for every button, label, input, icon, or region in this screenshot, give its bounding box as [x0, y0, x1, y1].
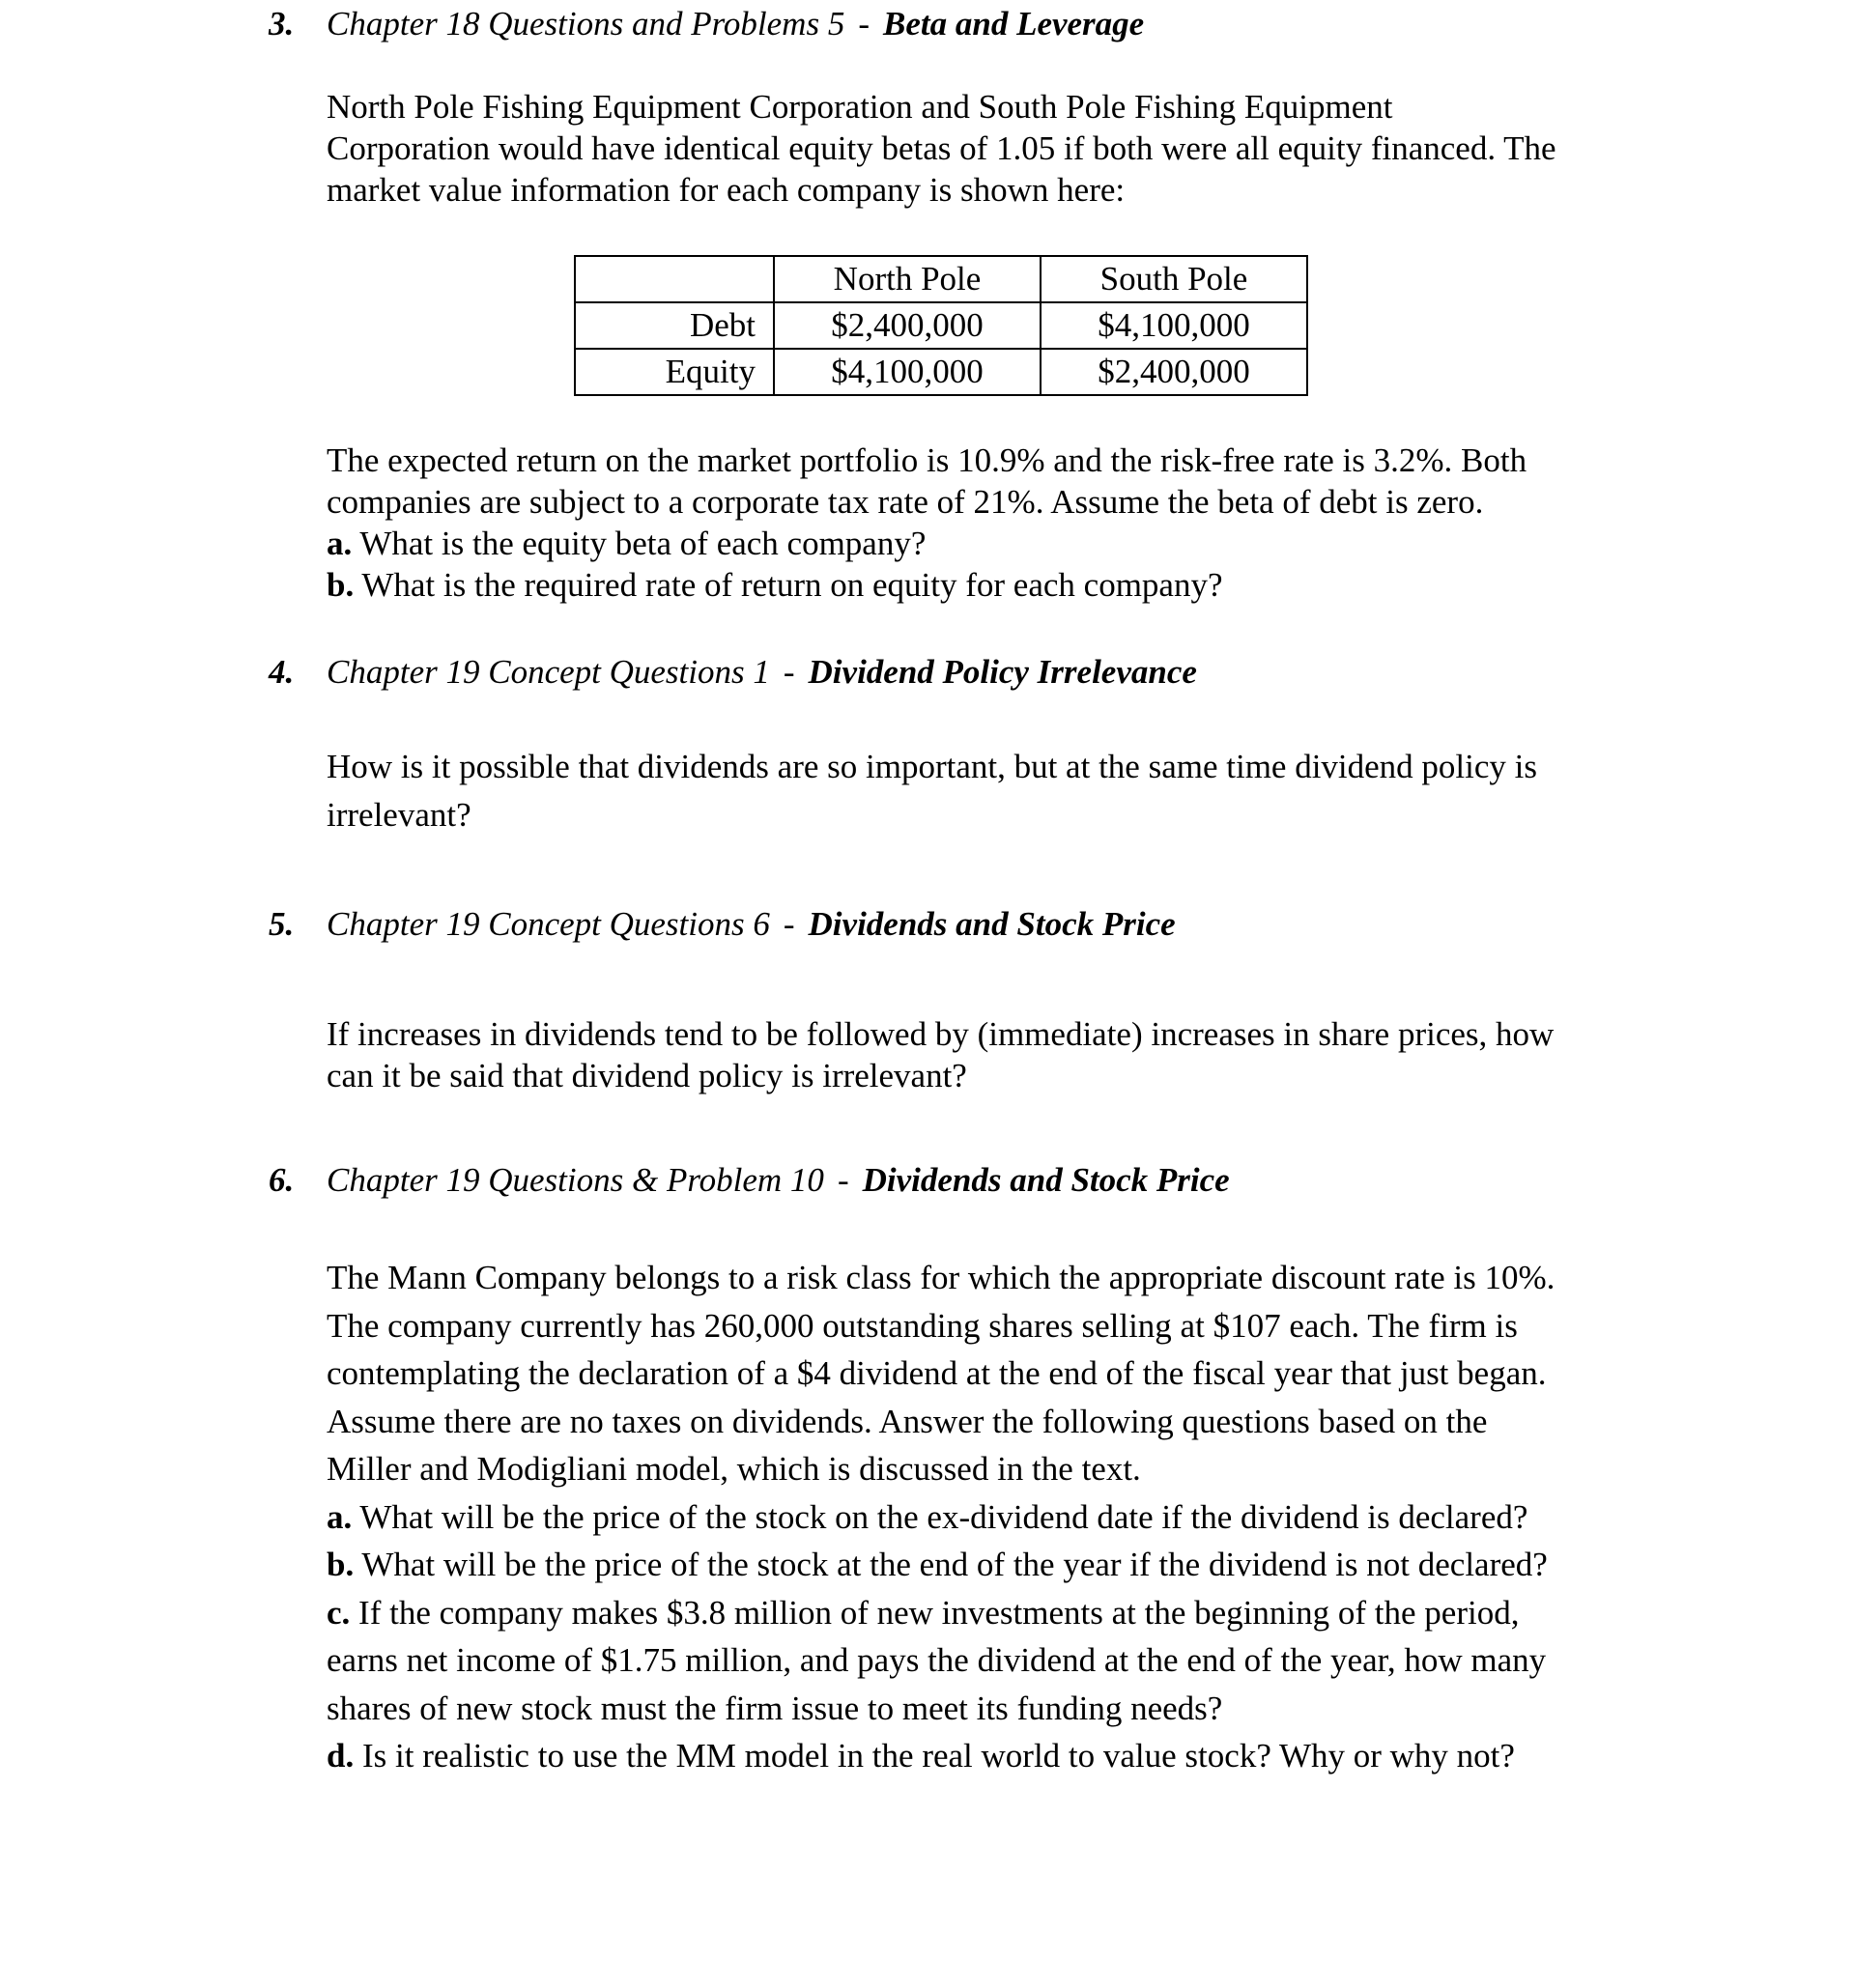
q3-chapter: Chapter 18 Questions and Problems 5	[327, 5, 845, 43]
q5-line1: If increases in dividends tend to be followed by (immediate) increases in share prices, how	[327, 1015, 1555, 1053]
table-header-cell: North Pole	[774, 256, 1041, 302]
q5-line2: can it be said that dividend policy is irrelevant?	[327, 1057, 967, 1094]
q6-number: 6.	[269, 1161, 295, 1199]
q5-title: Dividends and Stock Price	[808, 905, 1176, 943]
q4-number: 4.	[269, 653, 295, 691]
table-row	[575, 302, 1307, 349]
q6-separator: -	[837, 1161, 849, 1199]
q4-line1: How is it possible that dividends are so important, but at the same time dividend policy is	[327, 748, 1538, 785]
q5-chapter: Chapter 19 Concept Questions 6	[327, 905, 770, 943]
q6-part-c-text-line1: If the company makes $3.8 million of new investments at the beginning of the period,	[350, 1593, 1520, 1632]
q6-part-a	[327, 1493, 1641, 1542]
q6-part-b-text: What will be the price of the stock at the end of the year if the dividend is not declared?	[354, 1546, 1548, 1583]
q6-part-c-line3: shares of new stock must the firm issue to meet its funding needs?	[327, 1689, 1223, 1727]
q6-part-d-text: Is it realistic to use the MM model in the real world to value stock? Why or why not?	[354, 1737, 1515, 1775]
table-row	[575, 349, 1307, 395]
q6-line4: Assume there are no taxes on dividends. Answer the following questions based on the	[327, 1402, 1488, 1440]
q6-part-d-label: d.	[327, 1737, 355, 1775]
q3-intro-line2: Corporation would have identical equity betas of 1.05 if both were all equity financed. The	[327, 129, 1556, 167]
q5-number: 5.	[269, 905, 295, 943]
table-row-label: Debt	[575, 302, 774, 349]
q3-intro	[327, 86, 1641, 211]
table-cell-south: $2,400,000	[1041, 349, 1307, 395]
q5-separator: -	[783, 905, 795, 943]
q6-part-d	[327, 1732, 1641, 1780]
q4-chapter: Chapter 19 Concept Questions 1	[327, 653, 770, 691]
table-header-cell	[575, 256, 774, 302]
table-header-cell: South Pole	[1041, 256, 1307, 302]
table-cell-south: $4,100,000	[1041, 302, 1307, 349]
q6-title: Dividends and Stock Price	[862, 1161, 1230, 1199]
q3-separator: -	[858, 5, 870, 43]
q6-chapter: Chapter 19 Questions & Problem 10	[327, 1161, 824, 1199]
q3-body-line2: companies are subject to a corporate tax rate of 21%. Assume the beta of debt is zero.	[327, 483, 1484, 521]
q4-title: Dividend Policy Irrelevance	[808, 653, 1197, 691]
q5-heading	[269, 903, 1176, 946]
q6-heading	[269, 1159, 1230, 1202]
q3-body	[327, 440, 1641, 606]
q4-separator: -	[783, 653, 795, 691]
q5-body	[327, 1013, 1641, 1096]
q6-body	[327, 1254, 1641, 1780]
q3-title: Beta and Leverage	[883, 5, 1145, 43]
q6-line5: Miller and Modigliani model, which is discussed in the text.	[327, 1450, 1141, 1488]
table-cell-north: $4,100,000	[774, 349, 1041, 395]
q3-part-a	[327, 523, 1641, 564]
q3-heading	[269, 3, 1144, 45]
q6-line3: contemplating the declaration of a $4 dividend at the end of the fiscal year that just began.	[327, 1354, 1547, 1392]
q3-part-a-text: What is the equity beta of each company?	[352, 525, 927, 562]
q6-part-b	[327, 1541, 1641, 1589]
q6-part-c-label: c.	[327, 1593, 351, 1632]
q6-part-b-label: b.	[327, 1546, 355, 1583]
q3-part-b	[327, 564, 1641, 606]
table-cell-north: $2,400,000	[774, 302, 1041, 349]
q3-number: 3.	[269, 5, 295, 43]
q6-part-c	[327, 1589, 1641, 1637]
table-row-label: Equity	[575, 349, 774, 395]
q3-part-b-text: What is the required rate of return on equity for each company?	[354, 566, 1223, 604]
q6-line2: The company currently has 260,000 outstanding shares selling at $107 each. The firm is	[327, 1306, 1518, 1345]
q3-body-line1: The expected return on the market portfolio is 10.9% and the risk-free rate is 3.2%. Both	[327, 441, 1527, 479]
q3-intro-line3: market value information for each company is shown here:	[327, 171, 1126, 209]
q4-heading	[269, 651, 1197, 694]
q3-intro-line1: North Pole Fishing Equipment Corporation and South Pole Fishing Equipment	[327, 88, 1393, 126]
q4-body	[327, 743, 1641, 839]
table-header-row	[575, 256, 1307, 302]
q6-line1: The Mann Company belongs to a risk class for which the appropriate discount rate is 10%.	[327, 1259, 1555, 1296]
market-value-table	[574, 255, 1308, 396]
q6-part-a-text: What will be the price of the stock on the ex-dividend date if the dividend is declared?	[352, 1497, 1528, 1536]
q4-line2: irrelevant?	[327, 796, 471, 834]
q3-part-b-label: b.	[327, 566, 355, 604]
q6-part-a-label: a.	[327, 1497, 353, 1536]
q3-part-a-label: a.	[327, 525, 353, 562]
q6-part-c-line2: earns net income of $1.75 million, and pays the dividend at the end of the year, how many	[327, 1641, 1547, 1679]
